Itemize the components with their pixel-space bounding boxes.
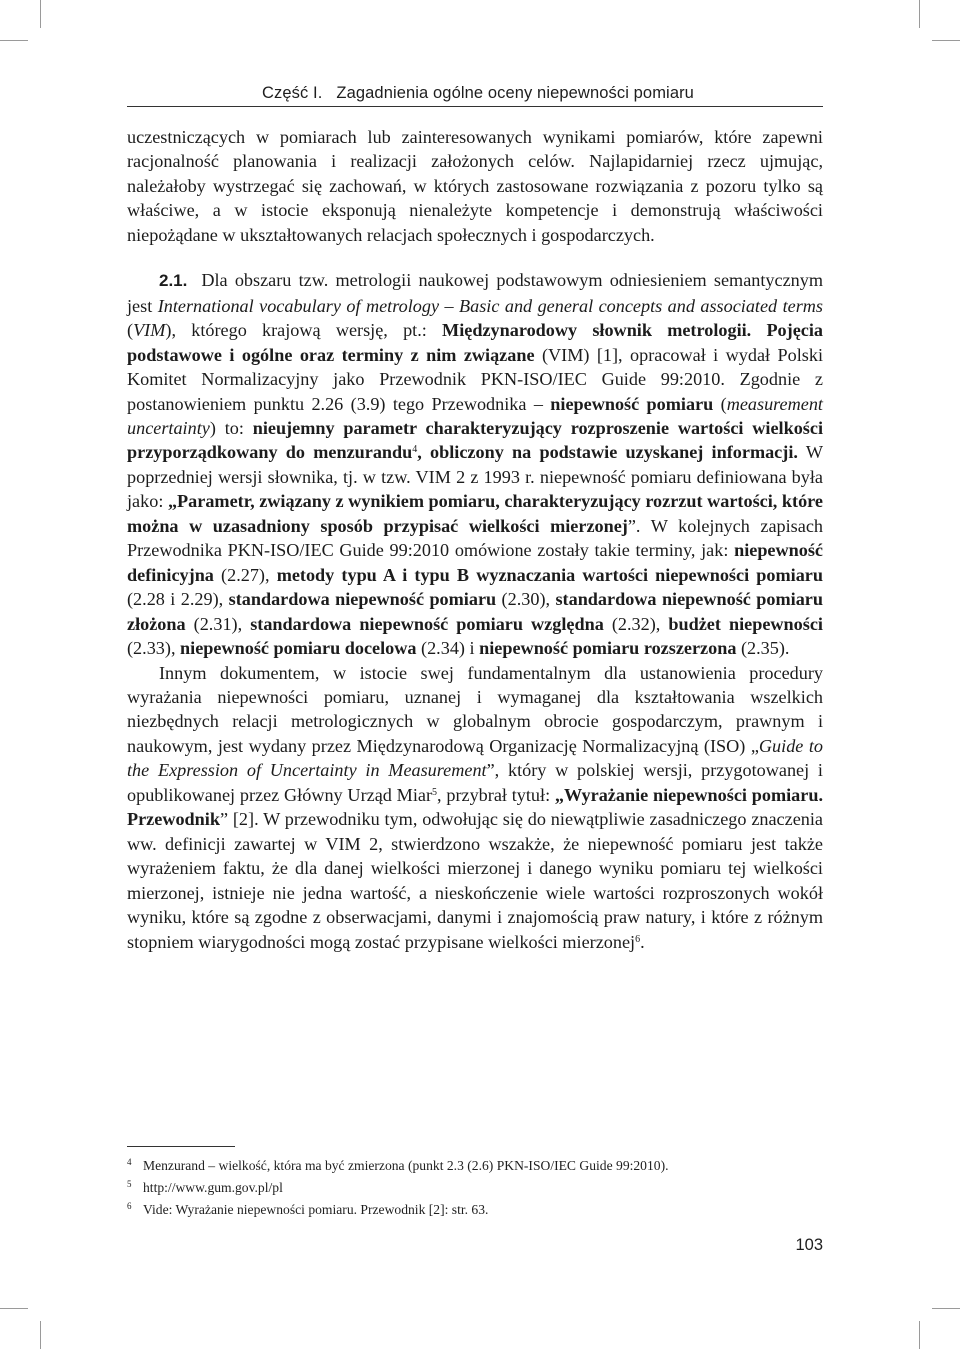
crop-mark-top-left-h	[0, 40, 28, 41]
footnote-mark: 5	[127, 1179, 132, 1189]
crop-mark-bottom-left-h	[0, 1308, 28, 1309]
footnotes	[127, 1155, 823, 1221]
footnote-ref-6: 6	[635, 933, 641, 945]
footnote-text: Vide: Wyrażanie niepewności pomiaru. Przewodnik [2]: str. 63.	[143, 1202, 489, 1217]
running-head-part: Część I.	[262, 84, 323, 102]
paragraph-guide: Innym dokumentem, w istocie swej fundamentalnym dla ustanowienia procedury wyrażania niepewności pomiaru, uznanej i wymaganej dla kształtowania wszelkich niezbędnych relacji metrologicznych w globalnym obrocie gospodarczym, prawnym i naukowym, jest wydany przez Międzynarodową Organizację Normalizacyjną (ISO) „Guide to the Expression of Uncertainty in Measurement”, który w polskiej wersji, przygotowanej i opublikowanej przez Główny Urząd Miar$^5$, przybrał tytuł: „Wyrażanie niepewności pomiaru. Przewodnik” [2]. W przewodniku tym, odwołując się do niewątpliwie zasadniczego znaczenia ww. definicji zawartej w VIM 2, stwierdzono wszakże, że niepewność pomiaru jest także wyrażeniem faktu, że dla danej wielkości mierzonej i danego wyniku pomiaru tej wielkości mierzonej, istnieje nie jedna wartość, a nieskończenie wiele wartości rozproszonych wokół wyniku, które są zgodne z obserwacjami, danymi i znajomością praw natury, i które z różnym stopniem wiarygodności mogą zostać przypisane wielkości mierzonej$^6$.	[127, 662, 823, 952]
crop-mark-top-right-h	[932, 40, 960, 41]
footnote-rule	[127, 1146, 235, 1147]
footnote-ref-5: 5	[432, 786, 438, 798]
body-text	[127, 125, 823, 954]
paragraph-section-2-1: 2.1. Dla obszaru tzw. metrologii naukowej podstawowym odniesieniem semantycznym jest International vocabulary of metrology – Basic and general concepts and associated terms (VIM), którego krajową wersję, pt.: Międzynarodowy słownik metrologii. Pojęcia podstawowe i ogólne oraz terminy z nim związane (VIM) [1], opracował i wydał Polski Komitet Normalizacyjny jako Przewodnik PKN-ISO/IEC Guide 99:2010. Zgodnie z postanowieniem punktu 2.26 (3.9) tego Przewodnika – niepewność pomiaru (measurement uncertainty) to: nieujemny parametr charakteryzujący rozproszenie wartości wielkości przyporządkowany do menzurandu$^4$, obliczony na podstawie uzyskanej informacji. W poprzedniej wersji słownika, tj. w tzw. VIM 2 z 1993 r. niepewność pomiaru definiowana była jako: „Parametr, związany z wynikiem pomiaru, charakteryzujący rozrzut wartości, które można w uzasadniony sposób przypisać wielkości mierzonej”. W kolejnych zapisach Przewodnika PKN-ISO/IEC Guide 99:2010 omówione zostały takie terminy, jak: niepewność definicyjna (2.27), metody typu A i typu B wyznaczania wartości niepewności pomiaru (2.28 i 2.29), standardowa niepewność pomiaru (2.30), standardowa niepewność pomiaru złożona (2.31), standardowa niepewność pomiaru względna (2.32), budżet niepewności (2.33), niepewność pomiaru docelowa (2.34) i niepewność pomiaru rozszerzona (2.35).	[127, 270, 823, 659]
running-head	[262, 84, 822, 103]
footnote-mark: 4	[127, 1157, 132, 1167]
crop-mark-bottom-right-v	[919, 1321, 920, 1349]
footnote-mark: 6	[127, 1201, 132, 1211]
footnote-ref-4: 4	[412, 444, 418, 456]
section-number: 2.1.	[159, 271, 188, 291]
paragraph-continuation: uczestniczących w pomiarach lub zainteresowanych wynikami pomiarów, które zapewni racjonalność planowania i realizacji założonych celów. Najlapidarniej rzecz ujmując, należałoby wystrzegać się zachowań, w których zastosowane rozwiązania z pozoru tylko są właściwe, a w istocie eksponują nienależyte kompetencje i demonstrują właściwości niepożądane w ukształtowanych relacjach społecznych i gospodarczych.	[127, 127, 823, 245]
crop-mark-bottom-right-h	[932, 1308, 960, 1309]
crop-mark-top-right-v	[919, 0, 920, 28]
crop-mark-top-left-v	[40, 0, 41, 28]
page-number: 103	[795, 1236, 823, 1254]
footnote-text: Menzurand – wielkość, która ma być zmierzona (punkt 2.3 (2.6) PKN-ISO/IEC Guide 99:2010).	[143, 1158, 669, 1173]
footnote-link[interactable]: http://www.gum.gov.pl/pl	[143, 1180, 283, 1195]
crop-mark-bottom-left-v	[40, 1321, 41, 1349]
footnote-6	[127, 1199, 823, 1221]
footnote-5	[127, 1177, 823, 1199]
header-rule	[127, 106, 823, 107]
footnote-4	[127, 1155, 823, 1177]
running-head-title: Zagadnienia ogólne oceny niepewności pomiaru	[336, 84, 694, 102]
